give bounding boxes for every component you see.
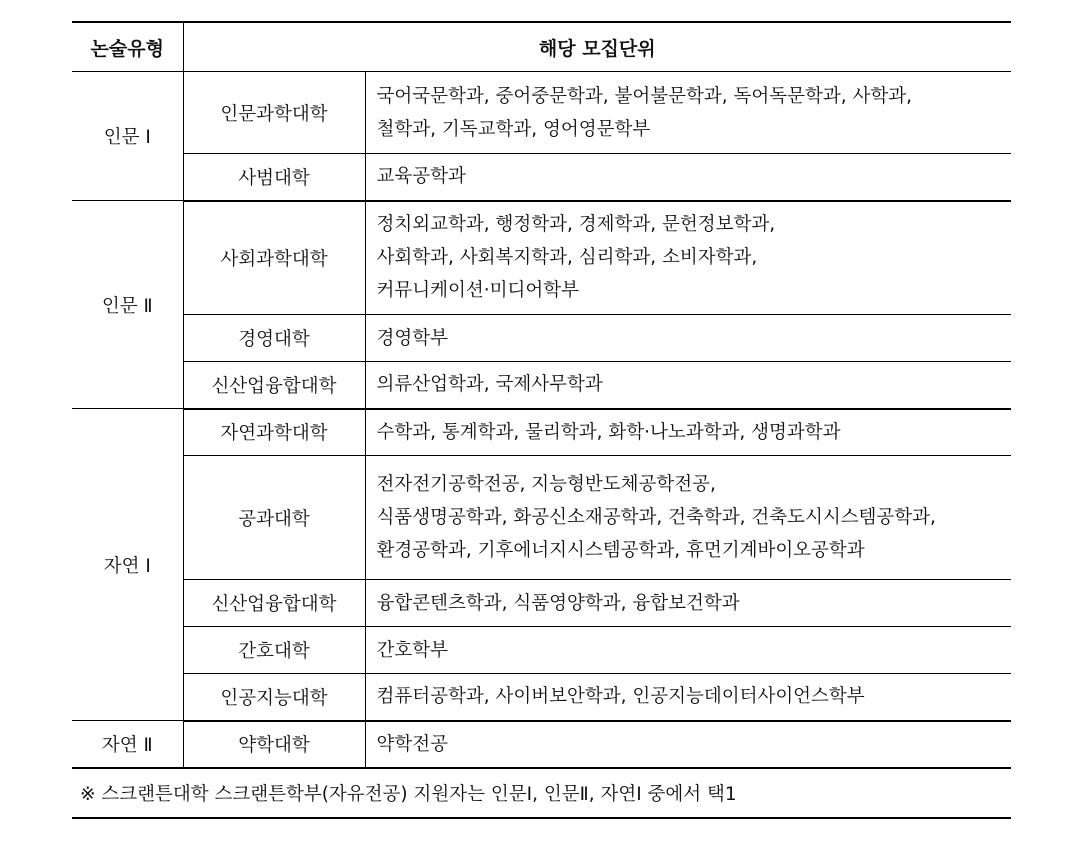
department-line: 융합콘텐츠학과, 식품영양학과, 융합보건학과 [376,592,740,614]
table-row [72,154,1011,201]
department-line: 철학과, 기독교학과, 영어영문학부 [376,118,651,140]
college-cell: 인문과학대학 [183,72,365,154]
header-row [72,22,1011,72]
department-line: 전자전기공학전공, 지능형반도체공학전공, [376,474,716,495]
header-essay-type: 논술유형 [72,22,183,72]
essay-type-cell: 인문 Ⅰ [72,72,183,201]
departments-cell [365,154,1011,201]
departments-cell [365,721,1011,768]
department-line: 약학전공 [376,733,448,755]
college-cell: 신산업융합대학 [183,362,365,409]
table-row [72,674,1011,721]
college-cell: 인공지능대학 [183,674,365,721]
department-line: 교육공학과 [376,166,466,188]
department-line: 수학과, 통계학과, 물리학과, 화학·나노과학과, 생명과학과 [376,421,841,443]
essay-type-cell: 자연 Ⅰ [72,409,183,721]
table-body [72,72,1011,818]
department-line: 식품생명공학과, 화공신소재공학과, 건축학과, 건축도시시스템공학과, [376,507,936,528]
department-line: 간호학부 [376,639,448,661]
college-cell: 간호대학 [183,627,365,674]
departments-cell [365,580,1011,627]
table-row [72,409,1011,456]
table-row [72,201,1011,315]
departments-cell [365,674,1011,721]
table-row [72,315,1011,362]
department-line: 환경공학과, 기후에너지시스템공학과, 휴먼기계바이오공학과 [376,540,865,561]
department-line: 사회학과, 사회복지학과, 심리학과, 소비자학과, [376,247,758,269]
college-cell: 공과대학 [183,456,365,580]
departments-cell [365,627,1011,674]
table-row [72,72,1011,154]
college-cell: 경영대학 [183,315,365,362]
departments-cell [365,456,1011,580]
essay-type-cell: 인문 Ⅱ [72,201,183,409]
college-cell: 약학대학 [183,721,365,768]
essay-type-cell: 자연 Ⅱ [72,721,183,768]
department-line: 경영학부 [376,327,448,349]
table-row [72,721,1011,768]
department-line: 컴퓨터공학과, 사이버보안학과, 인공지능데이터사이언스학부 [376,686,865,708]
department-line: 정치외교학과, 행정학과, 경제학과, 문헌정보학과, [376,214,776,236]
department-line: 의류산업학과, 국제사무학과 [376,374,603,396]
departments-cell [365,409,1011,456]
departments-cell [365,201,1011,315]
table-row [72,627,1011,674]
admission-essay-table [72,21,1011,819]
header-recruitment-unit: 해당 모집단위 [183,22,1011,72]
footnote: ※ 스크랜튼대학 스크랜튼학부(자유전공) 지원자는 인문Ⅰ, 인문Ⅱ, 자연Ⅰ 중에서 택1 [72,768,1011,818]
department-line: 국어국문학과, 중어중문학과, 불어불문학과, 독어독문학과, 사학과, [376,85,912,107]
table-row [72,580,1011,627]
departments-cell [365,72,1011,154]
departments-cell [365,362,1011,409]
college-cell: 신산업융합대학 [183,580,365,627]
admission-essay-table-container [72,21,1011,819]
college-cell: 사범대학 [183,154,365,201]
department-line: 커뮤니케이션·미디어학부 [376,280,579,302]
footnote-row [72,768,1011,818]
college-cell: 사회과학대학 [183,201,365,315]
college-cell: 자연과학대학 [183,409,365,456]
table-row [72,456,1011,580]
departments-cell [365,315,1011,362]
table-row [72,362,1011,409]
